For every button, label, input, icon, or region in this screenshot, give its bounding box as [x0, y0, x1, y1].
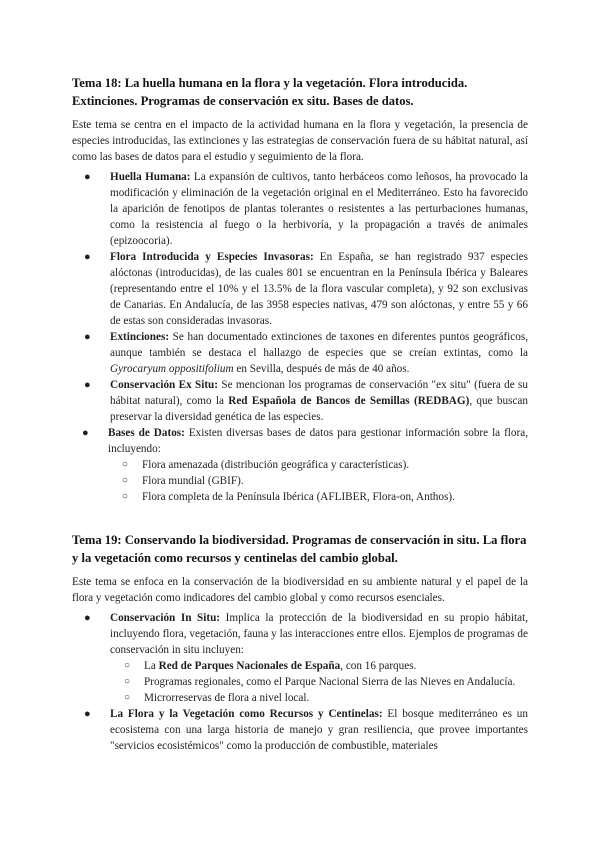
bullet-icon: ● — [84, 612, 91, 624]
sub-list — [110, 658, 528, 706]
sub-list-item: ○ Programas regionales, como el Parque Nacional Sierra de las Nieves en Andalucía. — [124, 676, 516, 688]
item-text: en Sevilla, después de más de 40 años. — [233, 363, 410, 375]
document-content — [72, 74, 528, 754]
item-label: Conservación Ex Situ: — [110, 379, 219, 391]
item-label: Bases de Datos: — [108, 427, 185, 439]
sub-bullet-icon: ○ — [122, 459, 129, 470]
sub-bullet-icon: ○ — [124, 660, 131, 671]
bullet-list — [72, 169, 528, 505]
item-label: Conservación In Situ: — [110, 612, 221, 624]
item-label: Huella Humana: — [110, 171, 191, 183]
item-emphasis: Red Española de Bancos de Semillas (REDBAG) — [228, 395, 470, 407]
sub-bullet-icon: ○ — [122, 475, 129, 486]
item-text: La expansión de cultivos, tanto herbáceos como leñosos, ha provocado la modificación y eliminación de la vegetación original en el Mediterráneo. Esto ha favorecido la aparición de fenotipos de plantas tolerantes o resistentes a las perturbaciones humanas, como la resistencia al fuego o la herbivoría, y la propagación a través de animales (epizoocoria). — [110, 171, 528, 247]
sub-list-item: ○ Microrreservas de flora a nivel local. — [124, 692, 310, 704]
item-text: El bosque mediterráneo es un ecosistema con una larga historia de manejo y gran resiliencia, que provee importantes "servicios ecosistémicos" como la producción de combustible, materiales — [110, 708, 528, 752]
section-intro: Este tema se enfoca en la conservación de la biodiversidad en su ambiente natural y el papel de la flora y vegetación como indicadores del cambio global y como recursos esenciales. — [72, 576, 528, 604]
sub-bullet-icon: ○ — [122, 491, 129, 502]
item-text: , que buscan preservar la diversidad genética de las especies. — [110, 395, 528, 423]
sub-list-item: ○ Flora amenazada (distribución geográfica y características). — [122, 459, 410, 471]
bullet-icon: ● — [84, 251, 91, 263]
list-item — [72, 169, 528, 249]
bullet-icon: ● — [84, 331, 91, 343]
sub-bullet-icon: ○ — [124, 692, 131, 703]
item-text: Se han documentado extinciones de taxones en diferentes puntos geográficos, aunque también se destaca el hallazgo de especies que se creían extintas, como la — [110, 331, 528, 359]
list-item — [72, 610, 528, 706]
bullet-icon: ● — [84, 708, 91, 720]
bullet-icon: ● — [82, 427, 89, 439]
species-name: Gyrocaryum oppositifolium — [110, 363, 234, 375]
list-item — [72, 377, 528, 425]
list-item — [72, 329, 528, 377]
list-item — [72, 706, 528, 754]
bullet-icon: ● — [84, 379, 91, 391]
section-title: Tema 18: La huella humana en la flora y la vegetación. Flora introducida. Extinciones. Programas de conservación ex situ. Bases de datos. — [72, 76, 468, 108]
item-label: La Flora y la Vegetación como Recursos y Centinelas: — [110, 708, 383, 720]
sub-list-item: ○ Flora mundial (GBIF). — [122, 475, 244, 487]
sub-list — [108, 457, 528, 505]
section-tema-18 — [72, 74, 528, 505]
section-tema-19 — [72, 531, 528, 754]
item-label: Extinciones: — [110, 331, 170, 343]
item-label: Flora Introducida y Especies Invasoras: — [110, 251, 314, 263]
item-text: Se mencionan los programas de conservación "ex situ" (fuera de su hábitat natural), como la — [110, 379, 528, 407]
sub-list-item: ○ La Red de Parques Nacionales de España, con 16 parques. — [124, 660, 417, 672]
section-title: Tema 19: Conservando la biodiversidad. Programas de conservación in situ. La flora y la vegetación como recursos y centinelas del cambio global. — [72, 533, 527, 565]
list-item — [72, 425, 528, 505]
sub-bullet-icon: ○ — [124, 676, 131, 687]
list-item — [72, 249, 528, 329]
bullet-list — [72, 610, 528, 754]
bullet-icon: ● — [84, 171, 91, 183]
section-intro: Este tema se centra en el impacto de la actividad humana en la flora y vegetación, la presencia de especies introducidas, las extinciones y las estrategias de conservación fuera de su hábitat natural, así como las bases de datos para el estudio y seguimiento de la flora. — [72, 119, 528, 163]
item-text: Existen diversas bases de datos para gestionar información sobre la flora, incluyendo: — [108, 427, 528, 455]
item-text: Implica la protección de la biodiversidad en su propio hábitat, incluyendo flora, vegetación, fauna y las interacciones entre ellos. Ejemplos de programas de conservación in situ incluyen: — [110, 612, 528, 656]
sub-list-item: ○ Flora completa de la Península Ibérica (AFLIBER, Flora-on, Anthos). — [122, 491, 455, 503]
item-text: En España, se han registrado 937 especies alóctonas (introducidas), de las cuales 801 se encuentran en la Península Ibérica y Baleares (representando entre el 10% y el 13.5% de la flora vascular completa), y 92 son exclusivas de Canarias. En Andalucía, de las 3958 especies nativas, 479 son alóctonas, y entre 55 y 66 de estas son consideradas invasoras. — [110, 251, 528, 327]
